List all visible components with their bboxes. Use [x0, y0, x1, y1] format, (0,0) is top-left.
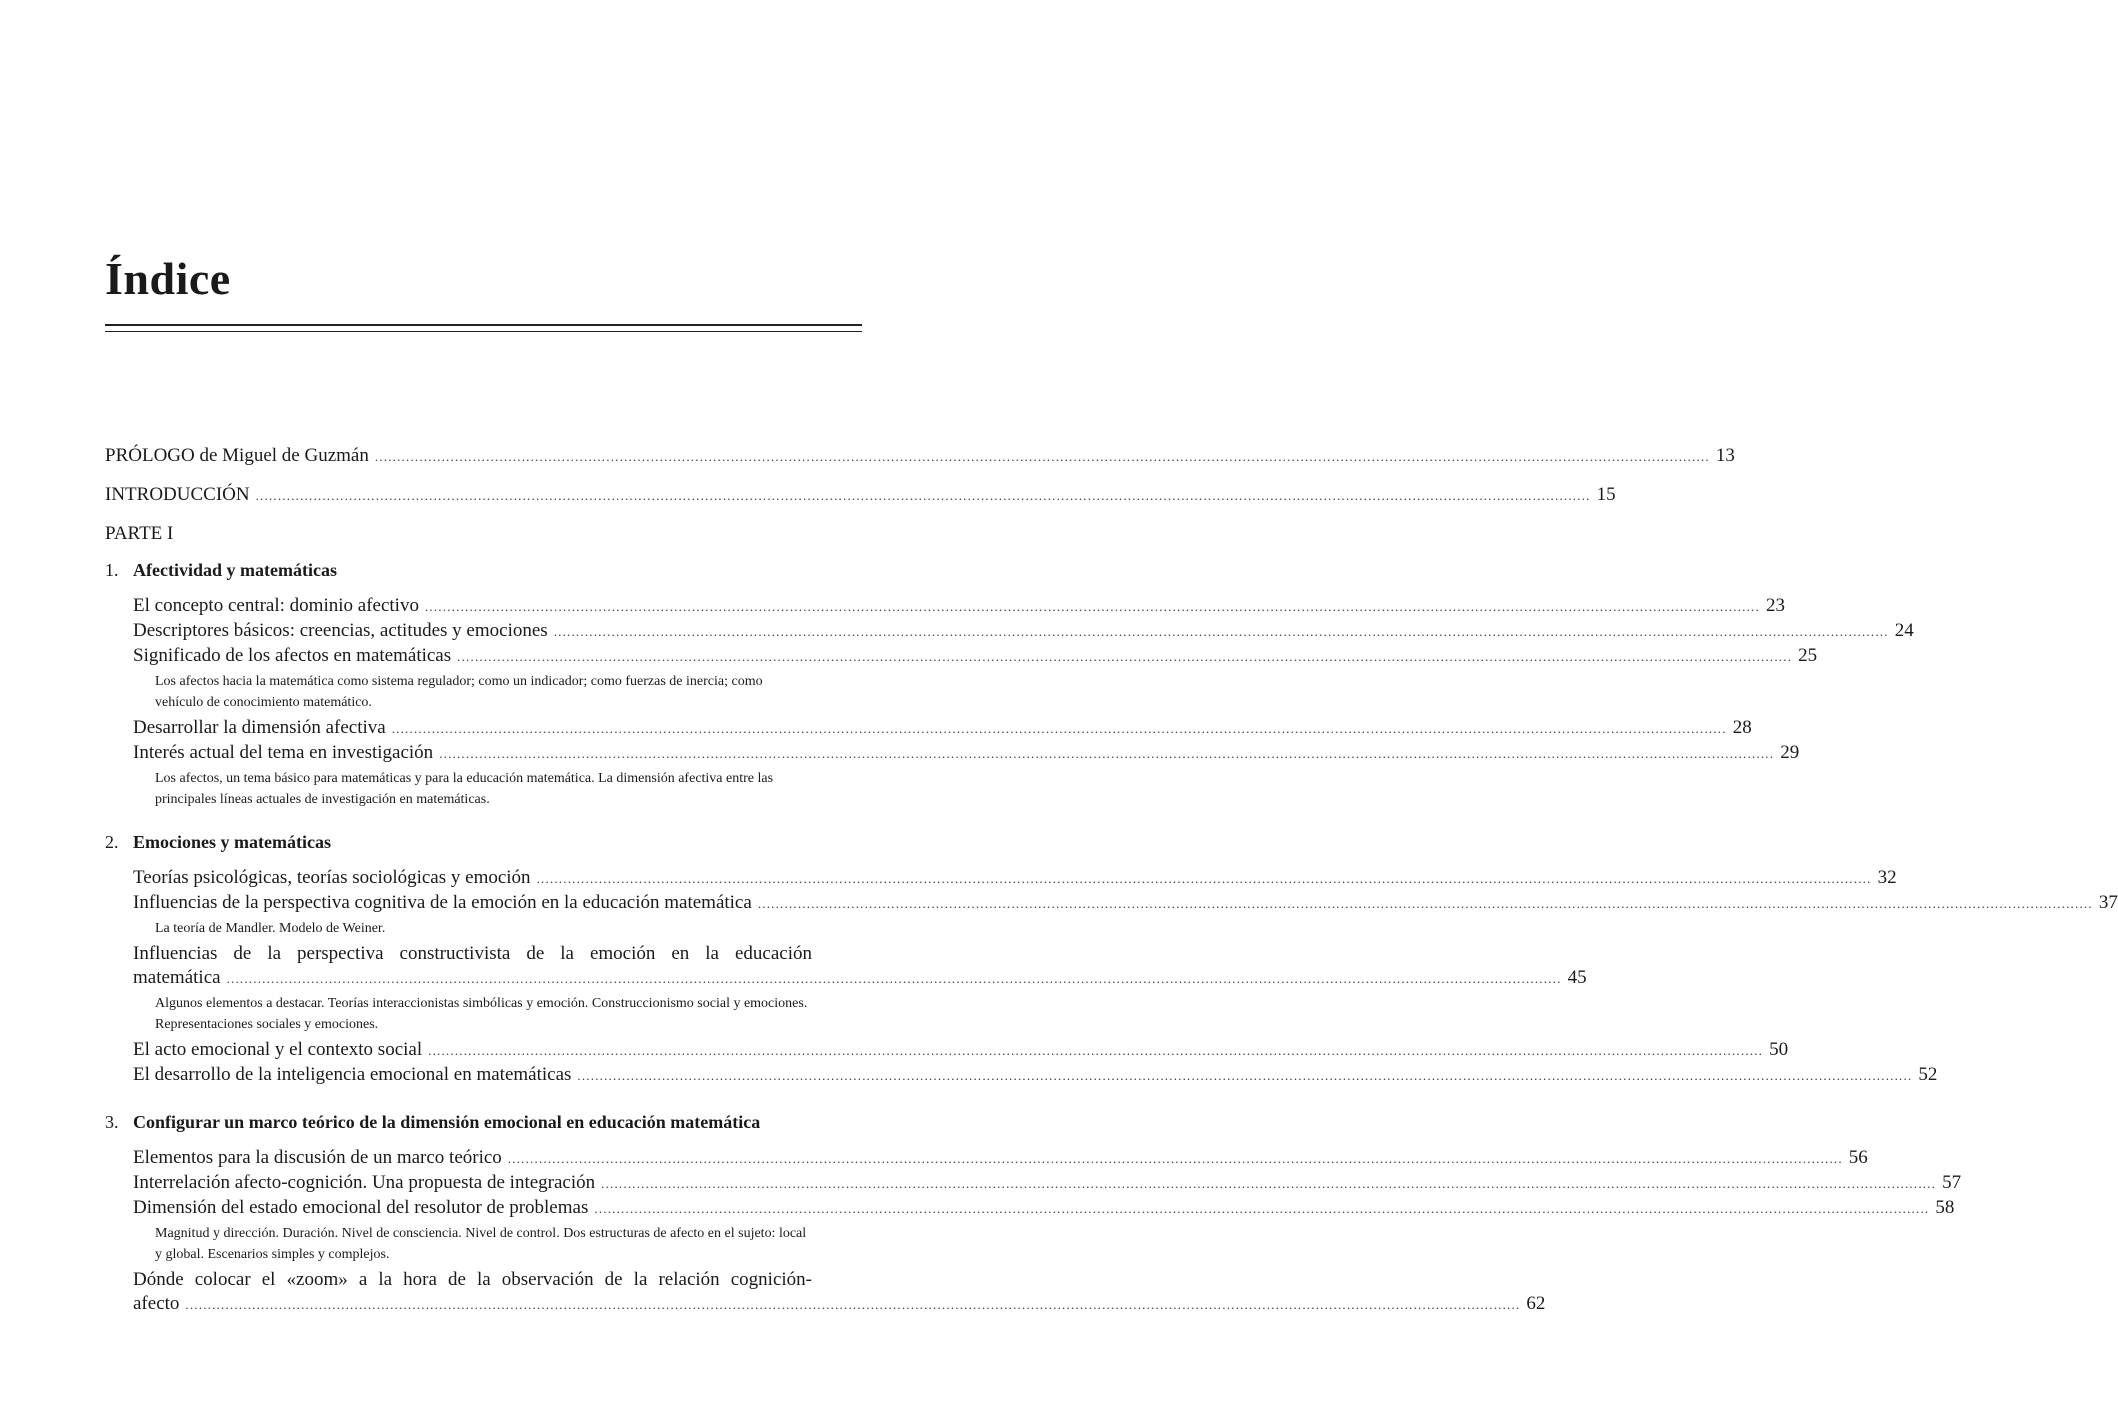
chapter-heading[interactable]: [105, 558, 862, 582]
chapter-heading[interactable]: [105, 1110, 862, 1134]
entry-label: El acto emocional y el contexto social: [133, 1039, 423, 1060]
toc-entry-prologo[interactable]: [105, 444, 1735, 469]
entry-page: 58: [1935, 1197, 1955, 1218]
entry-page: 13: [1715, 445, 1735, 466]
leader-dots: ............................................................................................................................................................................................................................................................................................................: [757, 896, 2093, 911]
table-of-contents: [105, 444, 2118, 1317]
chapter-number: 3.: [105, 1112, 119, 1132]
toc-entry[interactable]: [133, 891, 2118, 916]
entry-label: Dimensión del estado emocional del resolutor de problemas: [133, 1197, 589, 1218]
chapter-title: Configurar un marco teórico de la dimensión emocional en educación matemática: [133, 1112, 761, 1132]
entry-label: Interés actual del tema en investigación: [133, 742, 434, 763]
title-rule-thick: [105, 324, 862, 326]
toc-entry[interactable]: [133, 1063, 1938, 1088]
entry-page: 28: [1732, 717, 1752, 738]
section-description: Magnitud y dirección. Duración. Nivel de consciencia. Nivel de control. Dos estructuras de afecto en el sujeto: local y global. Escenarios simples y complejos.: [155, 1226, 807, 1262]
chapter-number: 2.: [105, 832, 119, 852]
entry-page: 23: [1765, 595, 1785, 616]
page-title: Índice: [105, 253, 231, 304]
toc-entry[interactable]: [133, 1292, 1546, 1317]
entry-page: 57: [1942, 1172, 1962, 1193]
toc-entry[interactable]: [133, 741, 1800, 766]
entry-page: 37: [2098, 892, 2118, 913]
chapter-number: 1.: [105, 560, 119, 580]
entry-label: El concepto central: dominio afectivo: [133, 595, 419, 616]
entry-page: 50: [1769, 1039, 1789, 1060]
leader-dots: ............................................................................................................................................................................................................................................................................................................: [507, 1151, 1843, 1166]
entry-page: 45: [1567, 967, 1587, 988]
chapter-title: Afectividad y matemáticas: [133, 560, 337, 580]
entry-label: Teorías psicológicas, teorías sociológicas y emoción: [133, 867, 531, 888]
entry-label: matemática: [133, 967, 221, 988]
toc-entry-intro[interactable]: [105, 483, 1616, 508]
toc-entry[interactable]: [133, 594, 1785, 619]
chapter-heading[interactable]: [105, 830, 862, 854]
title-rule-thin: [105, 331, 862, 332]
part-heading: PARTE I: [105, 523, 174, 544]
entry-label: afecto: [133, 1293, 180, 1314]
entry-label: El desarrollo de la inteligencia emocional en matemáticas: [133, 1064, 572, 1085]
leader-dots: ............................................................................................................................................................................................................................................................................................................: [553, 624, 1889, 639]
entry-label: Desarrollar la dimensión afectiva: [133, 717, 386, 738]
toc-entry[interactable]: [133, 619, 1914, 644]
chapter-items: [105, 866, 2118, 1088]
entry-label-line: Influencias de la perspectiva constructivista de la emoción en la educación: [133, 943, 812, 964]
leader-dots: ............................................................................................................................................................................................................................................................................................................: [391, 721, 1727, 736]
toc-entry[interactable]: [133, 1038, 1789, 1063]
entry-label: Descriptores básicos: creencias, actitudes y emociones: [133, 620, 548, 641]
section-description: La teoría de Mandler. Modelo de Weiner.: [155, 921, 386, 936]
entry-page: 56: [1848, 1147, 1868, 1168]
entry-page: 62: [1526, 1293, 1546, 1314]
section-description: Algunos elementos a destacar. Teorías interaccionistas simbólicas y emoción. Construccionismo social y emociones. Representaciones sociales y emociones.: [155, 996, 808, 1032]
leader-dots: ............................................................................................................................................................................................................................................................................................................: [536, 871, 1872, 886]
leader-dots: ............................................................................................................................................................................................................................................................................................................: [226, 971, 1562, 986]
leader-dots: ............................................................................................................................................................................................................................................................................................................: [577, 1068, 1913, 1083]
toc-entry[interactable]: [133, 1171, 1962, 1196]
entry-label: Elementos para la discusión de un marco teórico: [133, 1147, 502, 1168]
leader-dots: ............................................................................................................................................................................................................................................................................................................: [255, 488, 1591, 503]
toc-entry[interactable]: [133, 866, 1897, 891]
leader-dots: ............................................................................................................................................................................................................................................................................................................: [439, 746, 1775, 761]
leader-dots: ............................................................................................................................................................................................................................................................................................................: [428, 1043, 1764, 1058]
entry-page: 25: [1798, 645, 1818, 666]
leader-dots: ............................................................................................................................................................................................................................................................................................................: [374, 449, 1710, 464]
leader-dots: ............................................................................................................................................................................................................................................................................................................: [601, 1176, 1937, 1191]
entry-label: PRÓLOGO de Miguel de Guzmán: [105, 445, 369, 466]
entry-page: 52: [1918, 1064, 1938, 1085]
leader-dots: ............................................................................................................................................................................................................................................................................................................: [457, 649, 1793, 664]
entry-label: INTRODUCCIÓN: [105, 484, 250, 505]
entry-page: 29: [1780, 742, 1800, 763]
leader-dots: ............................................................................................................................................................................................................................................................................................................: [424, 599, 1760, 614]
entry-label: Interrelación afecto-cognición. Una propuesta de integración: [133, 1172, 596, 1193]
entry-page: 15: [1596, 484, 1616, 505]
entry-page: 32: [1877, 867, 1897, 888]
entry-page: 24: [1894, 620, 1914, 641]
section-description: Los afectos, un tema básico para matemáticas y para la educación matemática. La dimensión afectiva entre las principales líneas actuales de investigación en matemáticas.: [155, 771, 774, 807]
leader-dots: ............................................................................................................................................................................................................................................................................................................: [185, 1297, 1521, 1312]
chapter-items: [105, 1146, 1962, 1317]
toc-entry[interactable]: [133, 1146, 1868, 1171]
chapter-title: Emociones y matemáticas: [133, 832, 331, 852]
toc-entry[interactable]: [133, 966, 1587, 991]
leader-dots: ............................................................................................................................................................................................................................................................................................................: [594, 1201, 1930, 1216]
section-description: Los afectos hacia la matemática como sistema regulador; como un indicador; como fuerzas de inercia; como vehículo de conocimiento matemático.: [155, 674, 763, 710]
toc-entry[interactable]: [133, 644, 1818, 669]
entry-label: Significado de los afectos en matemáticas: [133, 645, 452, 666]
chapter-items: [105, 594, 1914, 810]
entry-label-line: Dónde colocar el «zoom» a la hora de la observación de la relación cognición-: [133, 1269, 812, 1290]
toc-entry[interactable]: [133, 1196, 1955, 1221]
entry-label: Influencias de la perspectiva cognitiva de la emoción en la educación matemática: [133, 892, 752, 913]
toc-entry[interactable]: [133, 716, 1752, 741]
chapter-list: [105, 558, 2118, 1317]
